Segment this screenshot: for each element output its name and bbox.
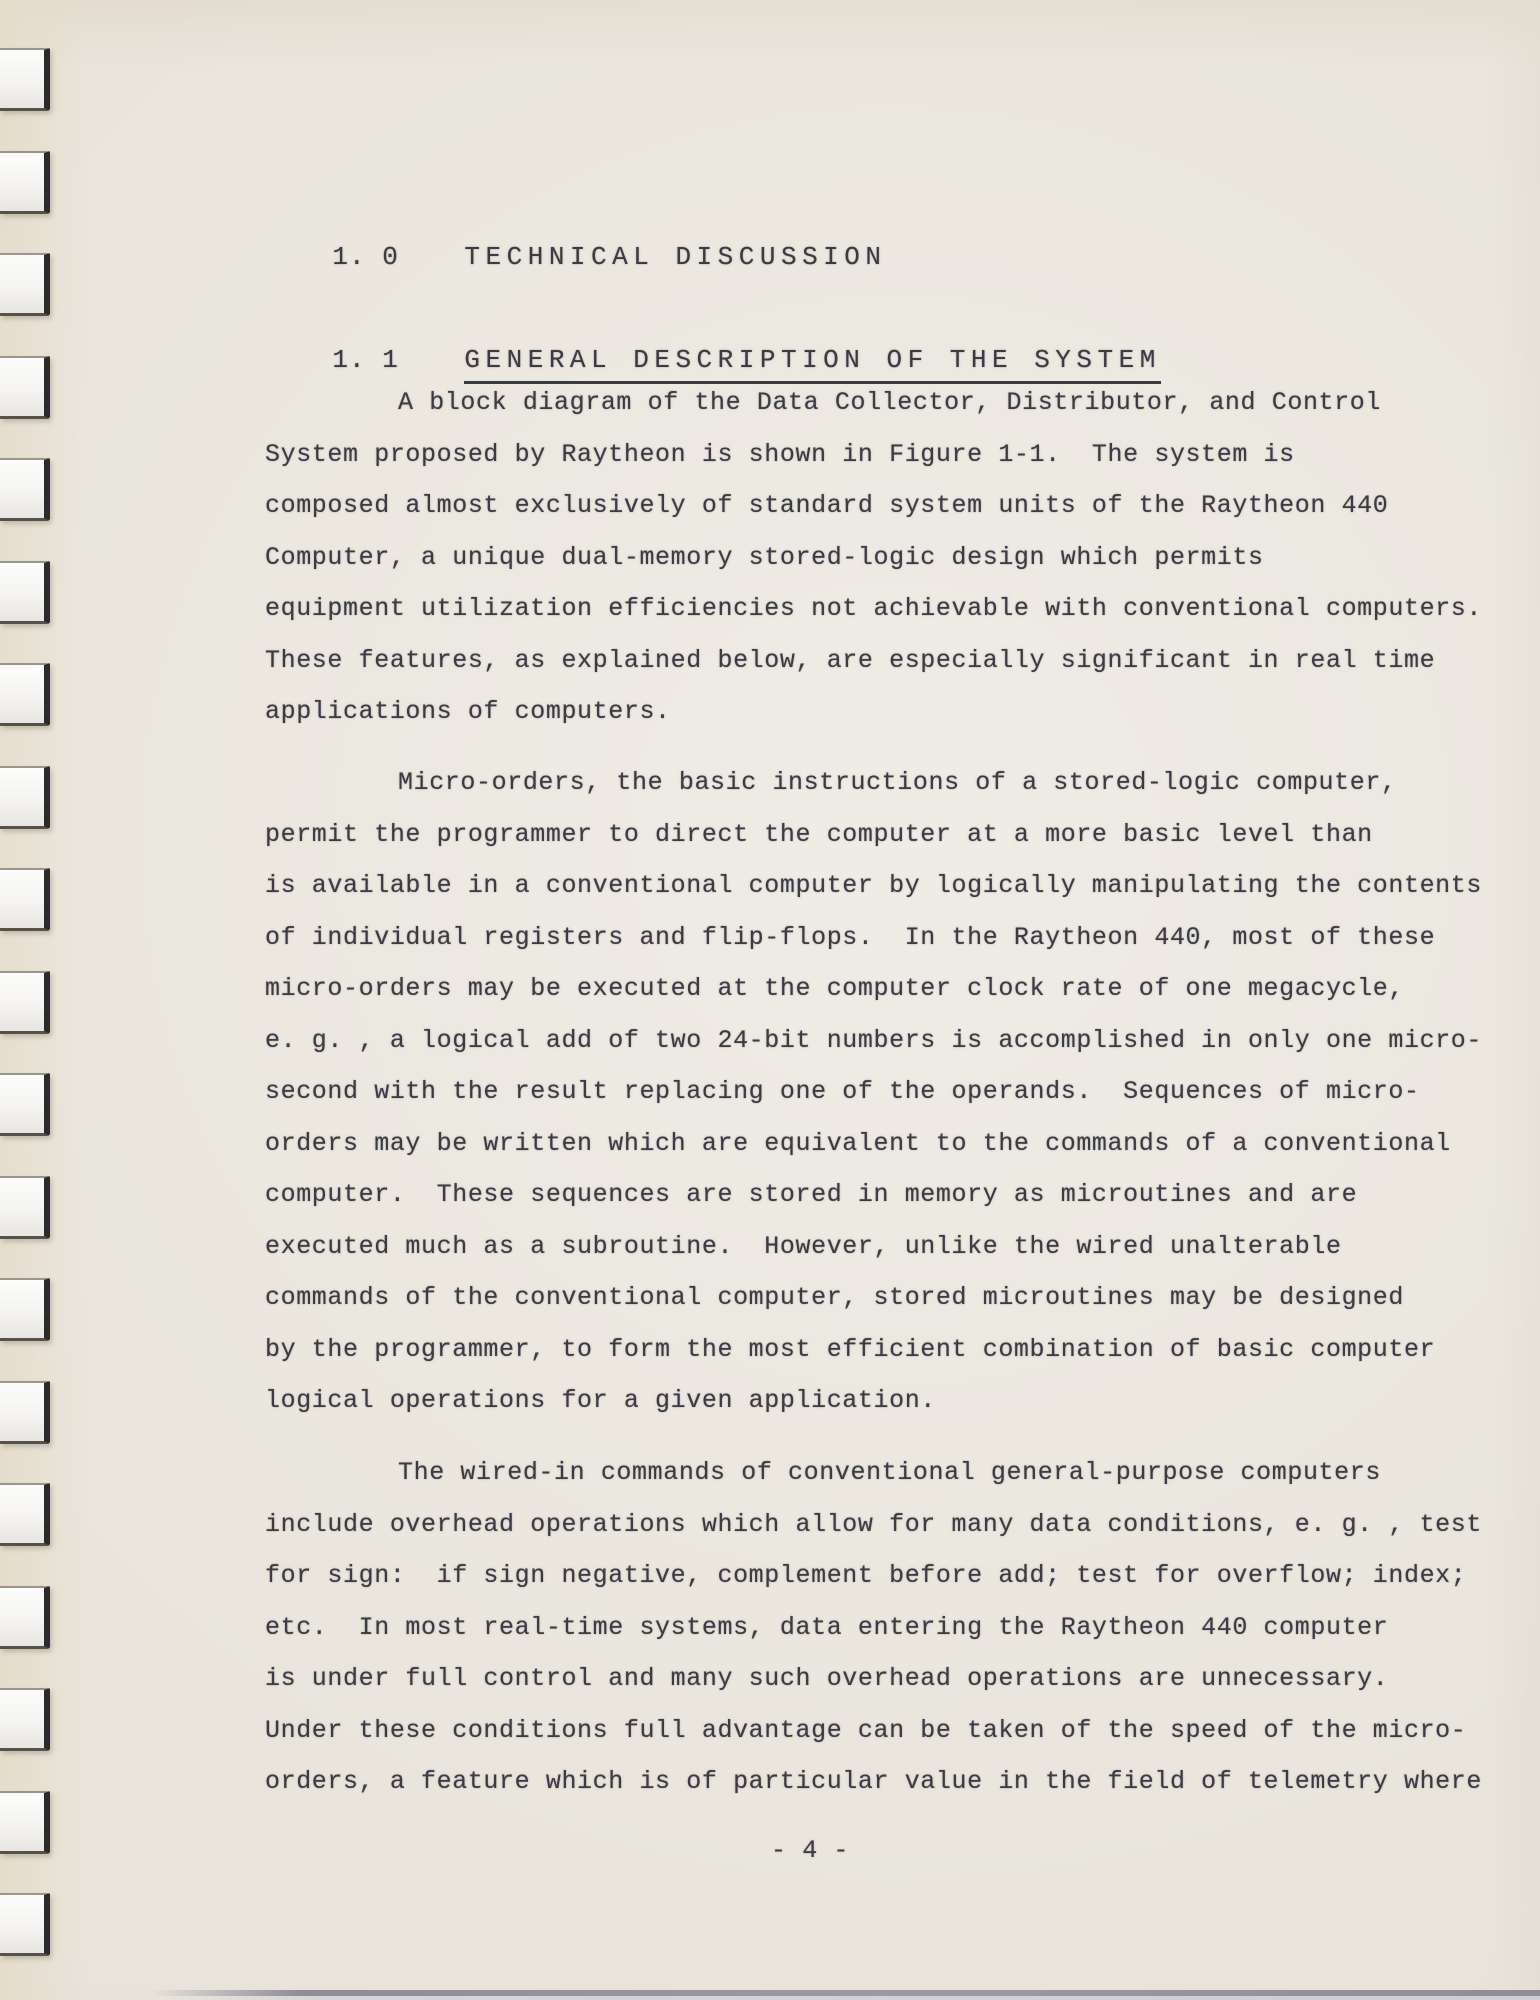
binding-hole [0, 1586, 50, 1649]
section-heading-1 [270, 212, 886, 302]
text-line: commands of the conventional computer, stored microutines may be designed [265, 1283, 1404, 1312]
text-line: Micro-orders, the basic instructions of a stored-logic computer, [398, 768, 1397, 797]
section-2-title: GENERAL DESCRIPTION OF THE SYSTEM [464, 345, 1160, 384]
text-line: by the programmer, to form the most efficient combination of basic computer [265, 1334, 1436, 1364]
text-line: These features, as explained below, are especially significant in real time [265, 645, 1436, 675]
text-line: is under full control and many such overhead operations are unnecessary. [265, 1664, 1389, 1693]
text-line: Under these conditions full advantage can be taken of the speed of the micro- [265, 1715, 1467, 1745]
text-line: equipment utilization efficiencies not achievable with conventional computers. [265, 594, 1482, 623]
text-line: executed much as a subroutine. However, unlike the wired unalterable [265, 1231, 1342, 1261]
binding-hole [0, 253, 50, 316]
text-line: of individual registers and flip-flops. In the Raytheon 440, most of these [265, 922, 1436, 952]
text-line: composed almost exclusively of standard system units of the Raytheon 440 [265, 491, 1389, 520]
binding-hole [0, 1688, 50, 1751]
paragraph-3 [265, 1447, 1505, 1808]
binding-hole [0, 151, 50, 214]
binding-hole [0, 48, 50, 111]
page-number: - 4 - [771, 1836, 850, 1865]
section-1-title: TECHNICAL DISCUSSION [464, 242, 887, 272]
binding-hole [0, 1278, 50, 1341]
text-line: include overhead operations which allow for many data conditions, e. g. , test [265, 1509, 1482, 1539]
text-line: permit the programmer to direct the computer at a more basic level than [265, 819, 1373, 849]
binding-hole [0, 1791, 50, 1854]
binding-hole [0, 766, 50, 829]
text-line: applications of computers. [265, 697, 671, 726]
text-line: e. g. , a logical add of two 24-bit numbers is accomplished in only one micro- [265, 1025, 1482, 1055]
text-line: second with the result replacing one of the operands. Sequences of micro- [265, 1077, 1420, 1106]
binding-hole [0, 971, 50, 1034]
section-2-number: 1. 1 [332, 345, 399, 375]
text-line: is available in a conventional computer by logically manipulating the contents [265, 871, 1482, 900]
binding-hole [0, 1176, 50, 1239]
text-line: etc. In most real-time systems, data entering the Raytheon 440 computer [265, 1612, 1389, 1642]
binding-hole [0, 356, 50, 419]
text-line: The wired-in commands of conventional general-purpose computers [398, 1458, 1381, 1487]
binding-hole [0, 561, 50, 624]
text-line: for sign: if sign negative, complement before add; test for overflow; index; [265, 1561, 1467, 1590]
text-line: micro-orders may be executed at the computer clock rate of one megacycle, [265, 974, 1404, 1003]
text-line: orders, a feature which is of particular value in the field of telemetry where [265, 1767, 1482, 1796]
paragraph-1 [265, 377, 1505, 738]
binding-hole [0, 868, 50, 931]
binding-hole [0, 458, 50, 521]
text-line: orders may be written which are equivalent to the commands of a conventional [265, 1128, 1451, 1158]
text-line: A block diagram of the Data Collector, Distributor, and Control [398, 388, 1381, 417]
text-line: Computer, a unique dual-memory stored-logic design which permits [265, 542, 1264, 572]
binding-hole [0, 1483, 50, 1546]
text-line: computer. These sequences are stored in memory as microutines and are [265, 1180, 1358, 1209]
section-1-number: 1. 0 [332, 242, 399, 272]
binding-hole [0, 1893, 50, 1956]
page-bottom-edge-highlight [0, 1996, 1540, 2000]
text-line: logical operations for a given application. [265, 1386, 936, 1415]
text-line: System proposed by Raytheon is shown in Figure 1-1. The system is [265, 439, 1295, 469]
binding-hole [0, 663, 50, 726]
paragraph-2 [265, 757, 1505, 1427]
binding-hole [0, 1073, 50, 1136]
binding-hole [0, 1381, 50, 1444]
